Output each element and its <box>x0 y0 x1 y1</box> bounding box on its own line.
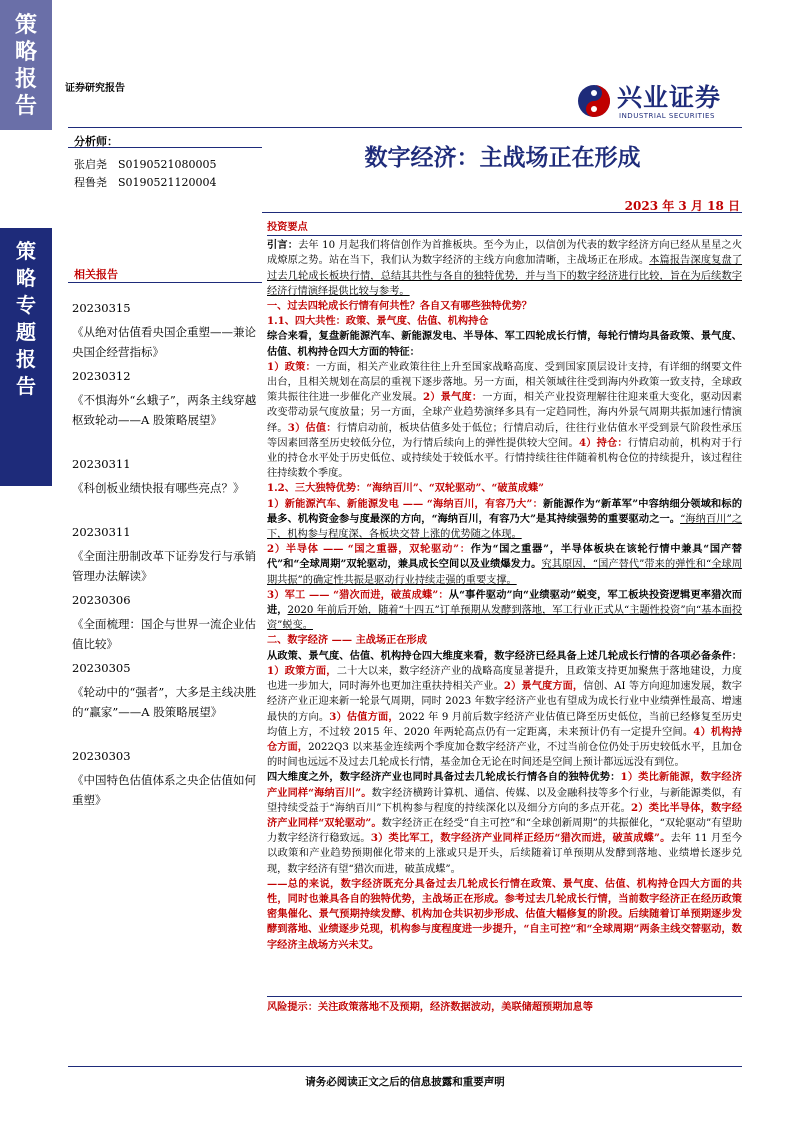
unique-label: 2）类比半导体，数字经济产业同样“双轮驱动”。 <box>267 801 742 829</box>
related-reports-heading: 相关报告 <box>74 268 118 281</box>
dim-text: 信创、AI 等方向迎加速发展，数字经济产业正迎来新一轮景气周期，同时 2023 年数字经济产业也有望成为成长行业中业绩弹性最高、增速最快的方向。 <box>267 681 742 723</box>
logo-text-cn: 兴业证券 <box>617 83 722 112</box>
unique-text: 数字经济正在经受“自主可控”和“全球创新周期”的共振催化，“双轮驱动”有望助力数字经济行稳致远。 <box>267 817 743 845</box>
company-logo <box>577 84 742 122</box>
intro-lead: 引言： <box>267 239 299 252</box>
unique-lead: 四大维度之外，数字经济产业也同时具备过去几轮成长行情各自的独特优势： <box>267 771 621 784</box>
point-label: 1）政策： <box>267 360 316 373</box>
point-label: 2）景气度： <box>422 391 483 404</box>
key-points-heading: 投资要点 <box>267 220 742 236</box>
advantage-semiconductor <box>267 542 742 588</box>
related-rule <box>68 282 262 283</box>
report-date: 2023 年 3 月 18 日 <box>624 199 740 213</box>
dim-label: 4）机构持仓方面， <box>267 725 742 753</box>
related-title[interactable]: 《轮动中的“强者”，大多是主线决胜的“赢家”——A 股策略展望》 <box>72 685 257 719</box>
dim-label: 1）政策方面， <box>267 664 337 677</box>
sidebar-top-label: 策 略 报 告 <box>14 13 37 119</box>
related-date: 20230306 <box>72 593 131 607</box>
advantage-new-energy <box>267 497 742 543</box>
related-title[interactable]: 《全面注册制改革下证券发行与承销管理办法解读》 <box>72 549 256 583</box>
section-2-heading: 二、数字经济 —— 主战场正在形成 <box>267 634 427 647</box>
related-title[interactable]: 《全面梳理：国企与世界一流企业估值比较》 <box>72 617 256 651</box>
unique-label: 3）类比军工，数字经济产业同样正经历“猎次而进，破茧成蝶”。 <box>370 832 671 845</box>
sidebar-mid-label: 策 略 专 题 报 告 <box>16 239 36 398</box>
section-2-body <box>267 649 742 771</box>
related-title[interactable]: 《科创板业绩快报有哪些亮点？》 <box>72 481 245 495</box>
advantage-underlined: 2020 年前后开始，随着“十四五”订单预期从发酵到落地，军工行业正式从“主题性投资”向“基本面投资”蜕变。 <box>267 605 743 632</box>
related-date: 20230305 <box>72 661 131 675</box>
risk-text: 关注政策落地不及预期，经济数据波动，美联储超预期加息等 <box>317 1001 593 1013</box>
analyst-2: 程鲁尧 S0190521120004 <box>74 176 217 189</box>
advantage-underlined: “海纳百川”之下，机构参与程度深、各板块交替上涨的优势随之体现。 <box>267 513 743 541</box>
dim-text: 2022Q3 以来基金连续两个季度加仓数字经济产业，不过当前仓位仍处于历史较低水平，且加仓的时间也远远不及过去几轮成长行情，基金加仓无论在时间还是空间上预计都远远没有到位。 <box>267 741 743 769</box>
dim-label: 2）景气度方面， <box>503 680 584 693</box>
section-1-heading: 一、过去四轮成长行情有何共性？各自又有哪些独特优势？ <box>267 300 532 313</box>
unique-advantages <box>267 770 742 876</box>
intro-text: 去年 10 月起我们将信创作为首推板块。至今为止，以信创为代表的数字经济方向已经从星星之火成燎原之势。站在当下，我们认为数字经济的主线方向愈加清晰，主战场正在形成。 <box>267 240 743 267</box>
point-text: 一方面，相关产业投资理解往往迎来重大变化，驱动因素改变带动景气度放量；另一方面，全球产业趋势演绎多具有一定趋同性，海内外景气周期共振加速行情演绎。 <box>267 392 743 434</box>
logo-text-en: INDUSTRIAL SECURITIES <box>619 112 715 120</box>
unique-text: 去年 11 月至今以政策和产业趋势预期催化带来的上涨或只是开头，后续随着订单预期从发酵到落地、业绩增长逐步兑现，数字经济有望“猎次而进，破茧成蝶”。 <box>267 833 743 875</box>
sidebar-top-band <box>0 0 52 130</box>
related-title[interactable]: 《中国特色估值体系之央企估值如何重塑》 <box>72 773 256 807</box>
footer-rule <box>68 1066 742 1067</box>
related-date: 20230311 <box>72 457 131 471</box>
main-content <box>267 220 742 953</box>
advantage-text: 作为“国之重器”，半导体板块在该轮行情中兼具“国产替代”和“全球周期”双轮驱动，兼具成长空间以及业绩爆发力。 <box>267 543 742 571</box>
related-date: 20230311 <box>72 525 131 539</box>
unique-label: 1）类比新能源，数字经济产业同样“海纳百川”。 <box>267 771 742 799</box>
logo-emblem-icon <box>577 84 611 118</box>
related-title[interactable]: 《不惧海外“幺蛾子”，两条主线穿越枢致轮动——A 股策略展望》 <box>72 393 257 427</box>
report-type: 证券研究报告 <box>65 83 125 94</box>
title-rule <box>262 212 742 213</box>
section-1-2-heading: 1.2、三大独特优势：“海纳百川”、“双轮驱动”、“破茧成蝶” <box>267 482 545 495</box>
section-1-1-lead: 综合来看，复盘新能源汽车、新能源发电、半导体、军工四轮成长行情，每轮行情均具备政策、景气度、估值、机构持仓四大方面的特征： <box>267 330 742 358</box>
page-title: 数字经济：主战场正在形成 <box>364 145 641 171</box>
related-date: 20230303 <box>72 749 131 763</box>
dim-text: 二十大以来，数字经济产业的战略高度显著提升，且政策支持更加聚焦于落地建设，力度也进一步加大，同时海外也更加注重扶持相关产业。 <box>267 665 742 693</box>
related-date: 20230315 <box>72 301 131 315</box>
analyst-heading: 分析师： <box>74 135 118 148</box>
unique-text: 数字经济横跨计算机、通信、传媒、以及金融科技等多个行业，与新能源类似，有望持续受益于“海纳百川”下机构参与程度的持续深化以及细分方向的多点开花。 <box>267 787 743 814</box>
advantage-text: 从“事件驱动”向“业绩驱动”蜕变，军工板块投资逻辑更率猎次而进， <box>267 588 742 617</box>
risk-rule <box>267 996 742 997</box>
analyst-1: 张启尧 S0190521080005 <box>74 158 217 171</box>
footer-disclaimer: 请务必阅读正文之后的信息披露和重要声明 <box>305 1076 505 1088</box>
risk-label: 风险提示： <box>267 1001 318 1013</box>
sidebar-mid-band <box>0 228 52 486</box>
risk-warning <box>267 1000 742 1015</box>
point-policy <box>267 360 742 482</box>
header-rule <box>68 127 742 128</box>
related-title[interactable]: 《从绝对估值看央国企重塑——兼论央国企经营指标》 <box>72 325 256 359</box>
point-label: 4）持仓： <box>578 436 628 449</box>
advantage-label: 3）军工 —— “猎次而进，破茧成蝶”： <box>267 588 449 601</box>
point-text: 行情启动前，板块估值多处于低位；行情启动后，往往行业估值水平受到景气阶段性承压等因素回落至历史较低分位，为行情后续向上的弹性提供较大空间。 <box>267 422 742 449</box>
point-text: 一方面，相关产业政策往往上升至国家战略高度、受到国家顶层设计支持，有详细的纲要文件出台，且相关规划在高层的重视下逐步落地。另一方面，相关领域往往受到海内外政策一致支持，全球政策共振往往进一步催化产业发展。 <box>267 361 742 404</box>
dim-label: 3）估值方面， <box>329 710 399 723</box>
related-date: 20230312 <box>72 369 131 383</box>
related-reports-list <box>72 298 262 814</box>
section-2-lead: 从政策、景气度、估值、机构持仓四大维度来看，数字经济已经具备上述几轮成长行情的各项必备条件： <box>267 649 742 662</box>
advantage-label: 2）半导体 —— “国之重器，双轮驱动”： <box>267 543 471 556</box>
point-label: 3）估值： <box>287 421 337 434</box>
conclusion-paragraph: ——总的来说，数字经济既充分具备过去几轮成长行情在政策、景气度、估值、机构持仓四大方面的共性，同时也兼具各自的独特优势，主战场正在形成。参考过去几轮成长行情，当前数字经济正在经历政策密集催化、景气预期持续发酵、机构加仓共识初步形成、估值大幅修复的阶段。后续随着订单预期逐步发酵到落地、业绩逐步兑现，机构参与度程度进一步提升，“自主可控”和“全球周期”两条主线交替驱动，数字经济主战场方兴未艾。 <box>267 877 742 951</box>
intro-underlined: 本篇报告深度复盘了过去几轮成长板块行情，总结其共性与各自的独特优势，并与当下的数字经济进行比较，旨在为后续数字经济行情演绎提供比较与参考。 <box>267 255 743 297</box>
advantage-military <box>267 588 742 634</box>
advantage-underlined: 究其原因，“国产替代”带来的弹性和“全球周期共振”的确定性共振是驱动行业持续走强的重要支撑。 <box>267 559 743 586</box>
section-1-1-heading: 1.1、四大共性：政策、景气度、估值、机构持仓 <box>267 315 489 328</box>
advantage-text: 新能源作为“新革军”中容纳细分领域和标的最多、机构资金参与度最深的方向，“海纳百川，有容乃大”是其持续强势的重要驱动之一。 <box>267 497 743 525</box>
advantage-label: 1）新能源汽车、新能源发电 —— “海纳百川，有容乃大”： <box>267 497 543 510</box>
analyst-rule <box>68 147 262 148</box>
point-text: 行情启动前，机构对于行业的持仓水平处于历史低位、或持续处于较低水平。行情持续往往伴随着机构仓位的持续提升，该过程往往持续数个季度。 <box>267 437 742 480</box>
dim-text: 2022 年 9 月前后数字经济产业估值已降至历史低位，当前已经修复至历史均值上方，不过较 2015 年、2020 年两轮高点仍有一定距离，未来预计仍有一定提升空间。 <box>267 711 743 738</box>
intro-paragraph <box>267 238 742 299</box>
